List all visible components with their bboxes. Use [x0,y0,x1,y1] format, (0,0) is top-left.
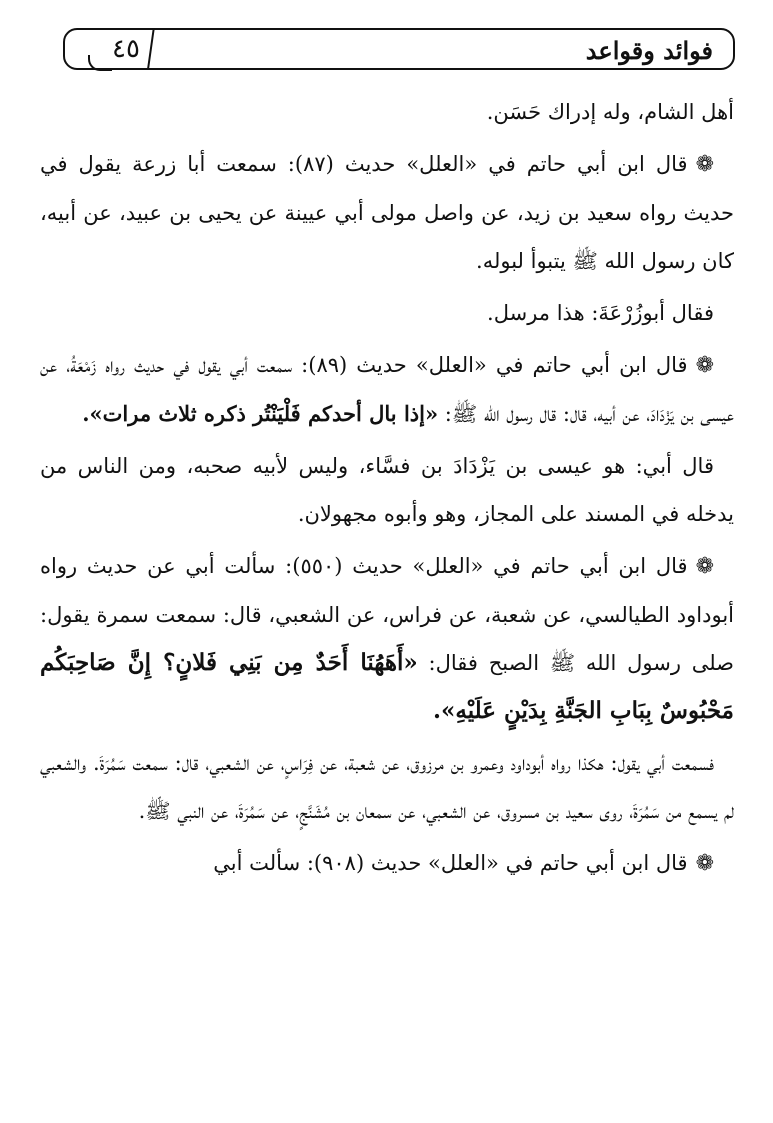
flower-ornament-icon: ❁ [695,851,714,876]
paragraph [40,739,734,835]
paragraph-text: فسمعت أبي يقول: هكذا رواه أبوداود وعمرو بن مرزوق، عن شعبة، عن فِرَاسٍ، عن الشعبي، قال: سمعت سَمُرَةَ. والشعبي لم يسمع من سَمُرَةَ، روى سعيد بن مسروق، عن الشعبي، عن سمعان بن مُشَنَّجٍ، عن سَمُرَةَ، عن النبي ﷺ. [40,751,734,823]
paragraph [40,442,734,538]
paragraph-text: قال ابن أبي حاتم في «العلل» حديث (٩٠٨): سألت أبي [213,851,688,875]
paragraph-text: قال ابن أبي حاتم في «العلل» حديث (٥٥٠): سألت أبي عن حديث رواه أبوداود الطيالسي، عن شعبة، عن فراس، عن الشعبي، قال: سمعت سمرة يقول: صلى رسول الله ﷺ الصبح فقال: [40,554,734,675]
paragraph [40,542,734,735]
paragraph-text: فقال أبوزُرْعَةَ: هذا مرسل. [487,301,714,325]
paragraph-text: قال ابن أبي حاتم في «العلل» حديث (٨٩): سمعت أبي يقول في حديث رواه زَمْعَةُ، عن عيسى بن يَزْدَادَ، عن أبيه، قال: قال رسول الله ﷺ: [40,353,734,426]
paragraph [40,140,734,285]
flower-ornament-icon: ❁ [695,152,715,177]
flower-ornament-icon: ❁ [695,554,714,579]
paragraph [40,341,734,438]
hadith-text: «أَهَهُنَا أَحَدٌ مِن بَنِي فَلانٍ؟ إِنَّ صَاحِبَكُم مَحْبُوسٌ بِبَابِ الجَنَّةِ بِدَيْنٍ عَلَيْهِ». [40,649,734,724]
hadith-text: «إذا بال أحدكم فَلْيَنْتُر ذكره ثلاث مرات». [82,401,439,426]
paragraph-text: قال أبي: هو عيسى بن يَزْدَادَ بن فسَّاء، وليس لأبيه صحبه، ومن الناس من يدخله في المسند على المجاز، وهو وأبوه مجهولان. [40,454,734,526]
page-body [40,88,734,892]
paragraph [40,839,734,888]
paragraph [40,289,734,337]
paragraph [40,88,734,136]
page-number: ٤٥ [112,34,140,64]
paragraph-text: أهل الشام، وله إدراك حَسَن. [486,100,734,124]
flower-ornament-icon: ❁ [695,353,715,378]
header-title: فوائد وقواعد [585,36,713,65]
paragraph-text: قال ابن أبي حاتم في «العلل» حديث (٨٧): سمعت أبا زرعة يقول في حديث رواه سعيد بن زيد، عن واصل مولى أبي عيينة عن يحيى بن عبيد، عن أبيه، كان رسول الله ﷺ يتبوأ لبوله. [40,152,734,273]
